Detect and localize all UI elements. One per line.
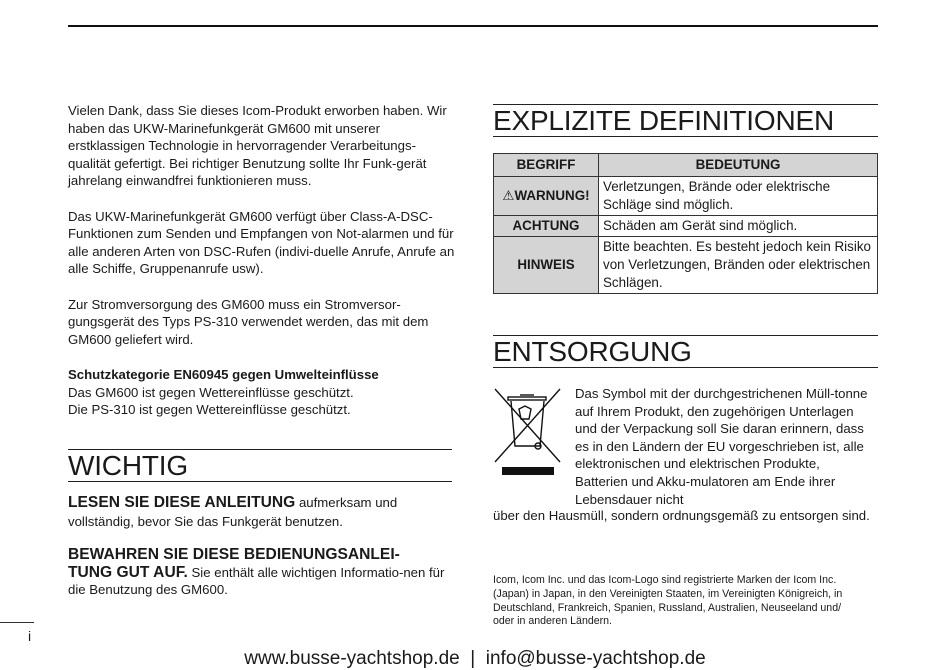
protection-line-1: Das GM600 ist gegen Wettereinflüsse geschützt. [68, 384, 354, 400]
left-column [68, 102, 458, 419]
meaning-achtung: Schäden am Gerät sind möglich. [599, 216, 878, 237]
definitions-table [493, 153, 878, 294]
entsorgung-rule-bottom [493, 367, 878, 368]
intro-paragraph-1: Vielen Dank, dass Sie dieses Icom-Produkt erworben haben. Wir haben das UKW-Marinefunkgerät GM600 mit unserer erstklassigen Technologie in hervorragender Verarbeitungs-qualität gefertigt. Bei richtiger Benutzung sollte Ihr Funk-gerät jahrelang einwandfrei funktionieren muss. [68, 103, 447, 189]
meaning-hinweis: Bitte beachten. Es besteht jedoch kein Risiko von Verletzungen, Bränden oder elektrischen Schlägen. [599, 237, 878, 294]
term-warnung: ⚠WARNUNG! [494, 177, 599, 216]
table-row [494, 216, 878, 237]
defs-title: EXPLIZITE DEFINITIONEN [493, 105, 834, 136]
table-row [494, 177, 878, 216]
header-begriff: BEGRIFF [494, 154, 599, 177]
wichtig-rule-bottom [68, 481, 452, 482]
wichtig-item-2-bold-line-2: TUNG GUT AUF. [68, 563, 188, 581]
definitions-table-wrap [493, 153, 878, 294]
wichtig-item-1-bold: LESEN SIE DIESE ANLEITUNG [68, 494, 296, 511]
meaning-warnung: Verletzungen, Brände oder elektrische Schläge sind möglich. [599, 177, 878, 216]
term-achtung: ACHTUNG [494, 216, 599, 237]
wichtig-item-2 [68, 546, 452, 599]
entsorgung-title: ENTSORGUNG [493, 336, 692, 367]
protection-line-2: Die PS-310 ist gegen Wettereinflüsse geschützt. [68, 402, 351, 418]
intro-paragraph-3: Zur Stromversorgung des GM600 muss ein Stromversor-gungsgerät des Typs PS-310 verwendet werden, das mit dem GM600 geliefert wird. [68, 296, 429, 347]
entsorgung-text-wrapped: Das Symbol mit der durchgestrichenen Müll-tonne auf Ihrem Produkt, den zugehörigen Unterlagen und der Verpackung soll Sie daran erinnern, dass es in den Ländern der EU vorgeschrieben ist, alle elektronischen und elektrischen Produkte, Batterien und Akku-mulatoren am Ende ihrer Lebensdauer nicht [575, 386, 868, 507]
intro-paragraph-2: Das UKW-Marinefunkgerät GM600 verfügt über Class-A-DSC-Funktionen zum Senden und Empfangen von Not-alarmen und für alle anderen Arten von DSC-Rufen (indivi-duelle Anrufe, Anrufe an alle Schiffe, Gruppenanrufe usw). [68, 208, 455, 277]
crossed-out-wheelie-bin-icon [492, 386, 562, 482]
wichtig-item-1 [68, 494, 452, 531]
page-number-rule [0, 622, 34, 623]
page-number: i [28, 628, 32, 644]
table-header-row [494, 154, 878, 177]
wichtig-item-2-text: Sie enthält alle wichtigen Informatio-nen für die Benutzung des GM600. [68, 564, 445, 597]
table-row [494, 237, 878, 294]
defs-rule-bottom [493, 136, 878, 137]
wichtig-title: WICHTIG [68, 450, 188, 481]
header-bedeutung: BEDEUTUNG [599, 154, 878, 177]
wichtig-item-1-text: aufmerksam und vollständig, bevor Sie das Funkgerät benutzen. [68, 495, 398, 529]
warning-triangle-icon: ⚠ [502, 188, 515, 203]
footer-contact: www.busse-yachtshop.de | info@busse-yachtshop.de [244, 648, 706, 669]
entsorgung-text-full: über den Hausmüll, sondern ordnungsgemäß zu entsorgen sind. [493, 508, 870, 523]
trademark-note: Icom, Icom Inc. und das Icom-Logo sind registrierte Marken der Icom Inc. (Japan) in Japan, in den Vereinigten Staaten, im Vereinigten Königreich, in Deutschland, Frankreich, Spanien, Russland, Australien, Neuseeland und/ oder in anderen Ländern. [493, 574, 843, 628]
wichtig-item-2-bold-line-1: BEWAHREN SIE DIESE BEDIENUNGSANLEI- [68, 546, 400, 563]
top-rule [68, 25, 878, 27]
protection-heading: Schutzkategorie EN60945 gegen Umwelteinflüsse [68, 366, 379, 382]
term-hinweis: HINWEIS [494, 237, 599, 294]
